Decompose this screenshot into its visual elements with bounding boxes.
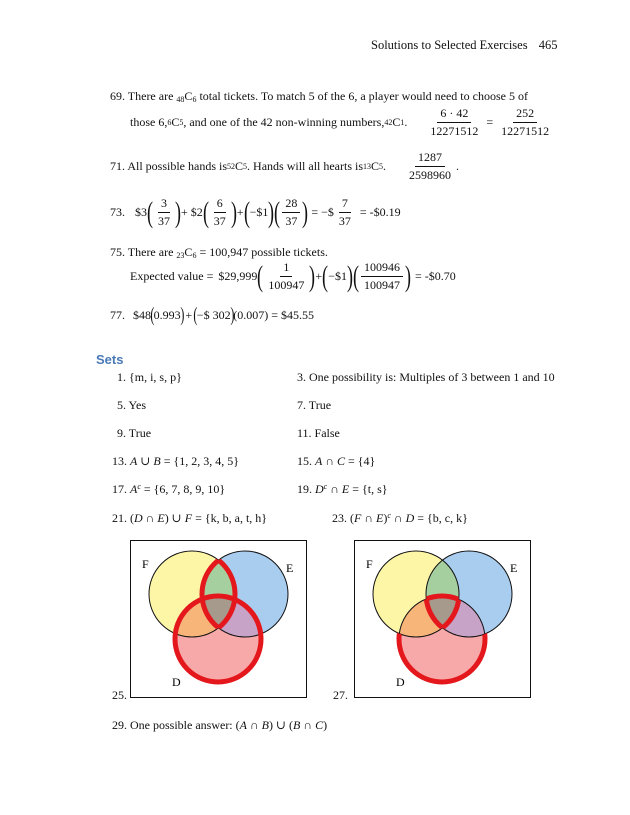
fraction: $\frac{3}{37}$ bbox=[158, 196, 170, 228]
fraction: $\frac{1}{100947}$ bbox=[268, 260, 305, 292]
exercise-75-line1: 75. There are $_{23}C_6 = 100,947$ possible tickets. bbox=[110, 245, 328, 260]
exercise-21: 21. (D ∩ E) ∪ F = {k, b, a, t, h} bbox=[112, 511, 268, 525]
running-header bbox=[371, 38, 557, 53]
section-heading-sets: Sets bbox=[96, 352, 124, 367]
exercise-69-line1: 69. There are $_{48}C_6$ total tickets. To match 5 of the 6, a player would need to choose 5 of bbox=[110, 89, 528, 104]
label-d: D bbox=[172, 675, 181, 689]
exercise-11: 11. False bbox=[297, 426, 340, 440]
fraction: $\frac{252}{12271512}$ bbox=[501, 106, 550, 138]
label-d: D bbox=[396, 675, 405, 689]
exercise-15: 15. A ∩ C = {4} bbox=[297, 454, 376, 468]
venn-diagram-27 bbox=[354, 540, 531, 698]
exercise-7: 7. True bbox=[297, 398, 332, 412]
exercise-73: 73. $3 ( $\frac{3}{37}$ ) + $2 ( $\frac{6}{37}$ ) + ( −$1 ) ( $\frac{28}{37}$ ) = −$ $\frac{7}{37}$ = -$0.19 bbox=[110, 195, 401, 229]
fraction: $\frac{100946}{100947}$ bbox=[361, 260, 403, 293]
exercise-29: 29. One possible answer: (A ∩ B) ∪ (B ∩ C) bbox=[112, 718, 328, 732]
fraction: $\frac{28}{37}$ bbox=[282, 196, 300, 229]
exercise-17: 17. $A^c = \{6$, 7, 8, 9, 10} bbox=[112, 482, 226, 496]
exercise-71: 71. All possible hands is 52 C 5 . Hands will all hearts is 13 C 5 . $\frac{1287}{2598960}$ . bbox=[110, 150, 460, 182]
page-number: 465 bbox=[538, 38, 558, 52]
label-e: E bbox=[510, 561, 518, 575]
exercise-75-line2: Expected value = $29,999 ( $\frac{1}{100947}$ ) + ( −$1 ) ( $\frac{100946}{100947}$ ) = -$0.70 bbox=[130, 259, 456, 293]
exercise-9: 9. True bbox=[117, 426, 152, 440]
label-f: F bbox=[142, 557, 149, 571]
fraction: $\frac{7}{37}$ bbox=[338, 196, 351, 228]
exercise-5: 5. Yes bbox=[117, 398, 147, 412]
exercise-13: 13. A ∪ B = {1, 2, 3, 4, 5} bbox=[112, 454, 240, 468]
exercise-23: 23. (F ∩ E)$^c$ ∩ D = {b, c, k} bbox=[332, 511, 468, 525]
exercise-1: 1. {m, i, s, p} bbox=[117, 370, 182, 384]
fraction: $\frac{6 \cdot 42}{12271512}$ bbox=[430, 106, 479, 138]
exercise-3: 3. One possibility is: Multiples of 3 between 1 and 10 bbox=[297, 370, 555, 384]
header-title: Solutions to Selected Exercises bbox=[371, 38, 528, 52]
exercise-25-label: 25. bbox=[112, 688, 127, 702]
venn-diagram-25 bbox=[130, 540, 307, 698]
label-f: F bbox=[366, 557, 373, 571]
exercise-27-label: 27. bbox=[333, 688, 348, 702]
exercise-19: 19. $D^c$ ∩ E = {t, s} bbox=[297, 482, 388, 496]
fraction: $\frac{1287}{2598960}$ bbox=[409, 150, 452, 182]
label-e: E bbox=[286, 561, 294, 575]
fraction: $\frac{6}{37}$ bbox=[213, 196, 226, 228]
exercise-69-line2: those 6, 6 C 5 , and one of the 42 non-winning numbers, 42 C 1 . $\frac{6 \cdot 42}{12271512}$ = $\frac{252}{12271512}$ bbox=[130, 106, 554, 139]
exercise-77: 77. $48 ( 0.993 ) + ( −$ 302 ) (0.007) = $45.55 bbox=[110, 304, 315, 326]
